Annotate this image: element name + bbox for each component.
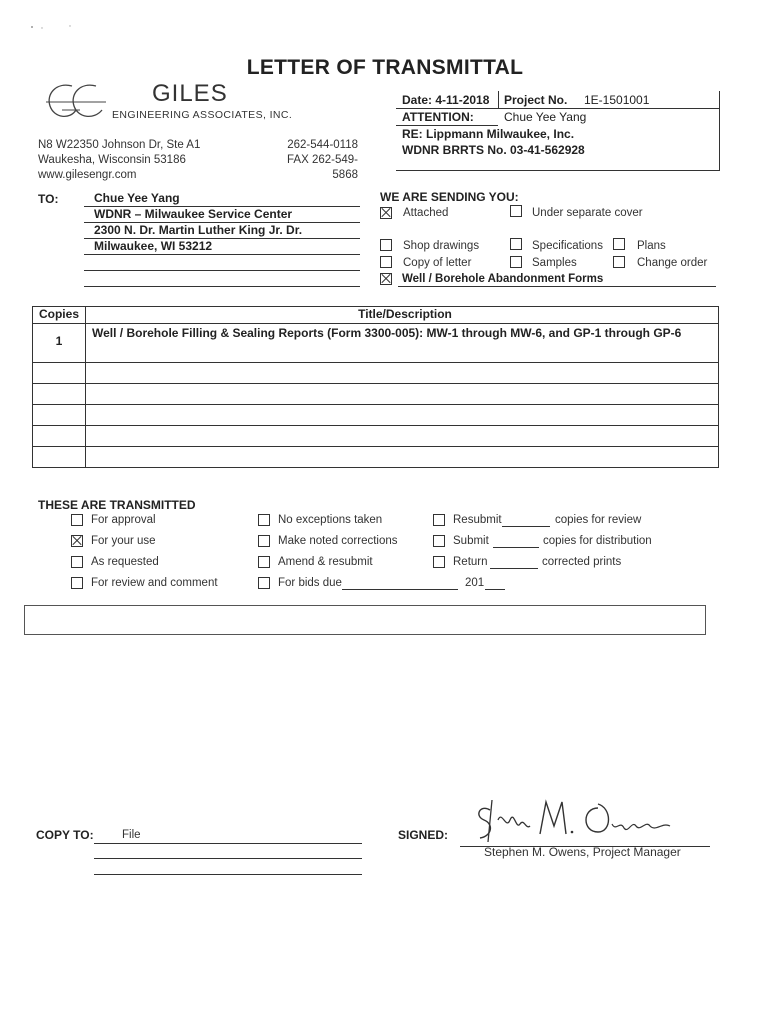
table-row-empty (33, 404, 718, 425)
address-line: N8 W22350 Johnson Dr, Ste A1 (38, 139, 201, 151)
specifications-checkbox[interactable] (510, 238, 522, 250)
attention-name: Chue Yee Yang (504, 110, 587, 124)
plans-label: Plans (637, 240, 666, 252)
attached-label: Attached (403, 207, 449, 219)
samples-label: Samples (532, 257, 577, 269)
for-approval-checkbox[interactable] (71, 514, 83, 526)
document-title: LETTER OF TRANSMITTAL (246, 56, 524, 79)
copies-cell: 1 (33, 324, 86, 362)
samples-checkbox[interactable] (510, 256, 522, 268)
shop-drawings-label: Shop drawings (403, 240, 480, 252)
company-name: GILES (152, 80, 228, 107)
table-row-empty (33, 362, 718, 383)
submit-copies-blank[interactable] (493, 534, 539, 548)
copies-for-review-label: copies for review (555, 514, 642, 526)
project-number: 1E-1501001 (584, 93, 650, 107)
company-address (38, 138, 200, 183)
make-noted-label: Make noted corrections (278, 535, 398, 547)
resubmit-checkbox[interactable] (433, 514, 445, 526)
other-checkbox[interactable] (380, 273, 392, 285)
to-line: WDNR – Milwaukee Service Center (84, 207, 360, 223)
company-logo-icon (44, 80, 108, 124)
scan-speck (30, 24, 80, 30)
other-label: Well / Borehole Abandonment Forms (402, 273, 604, 285)
table-row-empty (33, 383, 718, 404)
return-checkbox[interactable] (433, 556, 445, 568)
date-field: Date: 4-11-2018 (402, 93, 490, 107)
description-cell: Well / Borehole Filling & Sealing Reports (Form 3300-005): MW-1 through MW-6, and GP-1 through GP-6 (92, 326, 682, 340)
table-row-empty (33, 425, 718, 446)
to-line: 2300 N. Dr. Martin Luther King Jr. Dr. (84, 223, 360, 239)
address-line: Waukesha, Wisconsin 53186 (38, 154, 186, 166)
year-prefix: 201 (465, 577, 485, 589)
copies-for-distribution-label: copies for distribution (543, 535, 652, 547)
copy-to-line-blank[interactable] (94, 862, 362, 875)
no-exceptions-checkbox[interactable] (258, 514, 270, 526)
copy-of-letter-label: Copy of letter (403, 257, 472, 269)
company-subtitle: ENGINEERING ASSOCIATES, INC. (112, 109, 293, 121)
copy-to-line-blank[interactable] (94, 846, 362, 859)
re-line: RE: Lippmann Milwaukee, Inc. (402, 127, 575, 141)
copy-to-label: COPY TO: (36, 828, 94, 842)
shop-drawings-checkbox[interactable] (380, 239, 392, 251)
attached-checkbox[interactable] (380, 207, 392, 219)
project-label: Project No. (504, 93, 568, 107)
phone-number: 262-544-0118 (287, 139, 358, 151)
to-line: Milwaukee, WI 53212 (84, 239, 360, 255)
copies-header: Copies (33, 307, 86, 323)
amend-resubmit-checkbox[interactable] (258, 556, 270, 568)
for-approval-label: For approval (91, 514, 156, 526)
corrected-prints-label: corrected prints (542, 556, 622, 568)
bids-due-blank[interactable] (342, 576, 458, 590)
fax-number: FAX 262-549-5868 (287, 154, 358, 181)
table-row-empty (33, 446, 718, 467)
website: www.gilesengr.com (38, 169, 137, 181)
signed-label: SIGNED: (398, 828, 449, 842)
resubmit-label: Resubmit (453, 514, 502, 526)
for-review-checkbox[interactable] (71, 577, 83, 589)
table-header (33, 307, 718, 323)
for-bids-due-label: For bids due (278, 577, 342, 589)
signer-name: Stephen M. Owens, Project Manager (484, 845, 681, 859)
table-row (33, 323, 718, 362)
copy-to-value: File (122, 829, 141, 841)
company-phone (262, 138, 358, 183)
to-line-blank (84, 255, 360, 271)
signature-image (470, 790, 690, 850)
to-line-blank (84, 271, 360, 287)
project-info-box (396, 91, 720, 171)
no-exceptions-label: No exceptions taken (278, 514, 383, 526)
title-header: Title/Description (358, 307, 452, 321)
for-bids-due-checkbox[interactable] (258, 577, 270, 589)
return-label: Return (453, 556, 488, 568)
remarks-box[interactable] (24, 605, 706, 635)
transmittal-table (32, 306, 719, 468)
as-requested-label: As requested (91, 556, 159, 568)
to-label: TO: (38, 192, 59, 206)
attention-label: ATTENTION: (402, 110, 474, 124)
under-separate-checkbox[interactable] (510, 205, 522, 217)
return-copies-blank[interactable] (490, 555, 538, 569)
sending-title: WE ARE SENDING YOU: (380, 190, 519, 204)
to-line: Chue Yee Yang (84, 191, 360, 207)
change-order-checkbox[interactable] (613, 256, 625, 268)
submit-checkbox[interactable] (433, 535, 445, 547)
as-requested-checkbox[interactable] (71, 556, 83, 568)
resubmit-copies-blank[interactable] (502, 513, 550, 527)
under-separate-label: Under separate cover (532, 207, 643, 219)
for-your-use-label: For your use (91, 535, 156, 547)
plans-checkbox[interactable] (613, 238, 625, 250)
copy-of-letter-checkbox[interactable] (380, 256, 392, 268)
specifications-label: Specifications (532, 240, 603, 252)
make-noted-checkbox[interactable] (258, 535, 270, 547)
wdnr-brrts: WDNR BRRTS No. 03-41-562928 (402, 143, 585, 157)
year-blank[interactable] (485, 576, 505, 590)
for-your-use-checkbox[interactable] (71, 535, 83, 547)
amend-resubmit-label: Amend & resubmit (278, 556, 373, 568)
for-review-label: For review and comment (91, 577, 218, 589)
transmitted-title: THESE ARE TRANSMITTED (38, 498, 196, 512)
submit-label: Submit (453, 535, 489, 547)
change-order-label: Change order (637, 257, 708, 269)
